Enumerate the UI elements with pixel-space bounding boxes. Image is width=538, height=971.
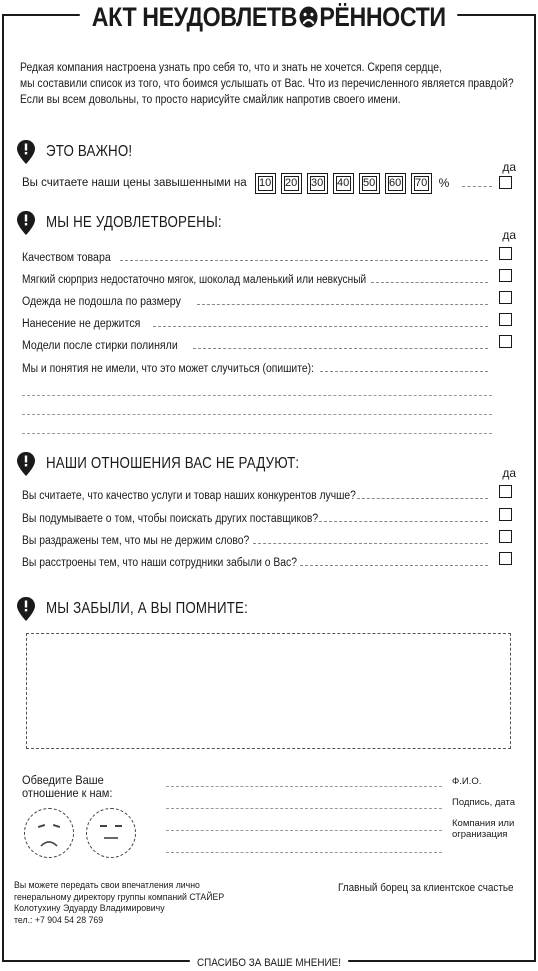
dotted-leader [462, 186, 492, 187]
price-option-50[interactable]: 50 [359, 173, 380, 194]
company-label: Компания или огранизация [452, 818, 515, 840]
location-pin-icon [16, 139, 36, 165]
price-option-40[interactable]: 40 [333, 173, 354, 194]
price-option-70[interactable]: 70 [411, 173, 432, 194]
list-item: Качеством товара [22, 246, 492, 264]
checkbox-prices[interactable] [499, 176, 512, 189]
write-in-line[interactable] [22, 395, 492, 396]
list-item: Вы считаете, что качество услуги и товар наших конкурентов лучше? [22, 484, 492, 502]
checkbox-forgotten[interactable] [499, 552, 512, 565]
intro-text: Редкая компания настроена узнать про себя то, что и знать не хочется. Скрепя сердце, мы составили список из того, что боимся услышать от Вас. Что из перечисленного является правдой? Если вы всем довольны, то просто нарисуйте смайлик напротив своего имени. [20, 62, 514, 106]
name-line[interactable] [166, 786, 442, 787]
location-pin-icon [16, 210, 36, 236]
neutral-face-icon[interactable] [86, 808, 136, 858]
section-relations-heading: НАШИ ОТНОШЕНИЯ ВАС НЕ РАДУЮТ: [16, 451, 341, 477]
checkbox-competitors[interactable] [499, 485, 512, 498]
yes-label: да [502, 466, 516, 480]
list-item: Вы раздражены тем, что мы не держим слово? [22, 529, 492, 547]
checkbox-quality[interactable] [499, 247, 512, 260]
director-contact: Вы можете передать свои впечатления лично генеральному директору группы компаний СТАЙЕР Колотухину Эдуарду Владимировичу тел.: +7 904 54 28 769 [14, 880, 225, 926]
list-item: Мы и понятия не имели, что это может случиться (опишите): [22, 357, 492, 375]
price-option-30[interactable]: 30 [307, 173, 328, 194]
section-important-heading: ЭТО ВАЖНО! [16, 139, 146, 165]
page-header [0, 0, 538, 34]
price-option-10[interactable]: 10 [255, 173, 276, 194]
checkbox-surprise[interactable] [499, 269, 512, 282]
list-item: Вы расстроены тем, что наши сотрудники забыли о Вас? [22, 551, 492, 569]
checkbox-size[interactable] [499, 291, 512, 304]
list-item: Вы подумываете о том, чтобы поискать других поставщиков? [22, 507, 492, 525]
list-item: Модели после стирки полиняли [22, 334, 492, 352]
section-unsatisfied-heading: МЫ НЕ УДОВЛЕТВОРЕНЫ: [16, 210, 250, 236]
frown-face-icon [298, 5, 319, 29]
price-question: Вы считаете наши цены завышенными на 10 20 30 40 50 60 70 % [22, 172, 449, 194]
faces-label: Обведите Ваше отношение к нам: [22, 773, 113, 800]
list-item: Одежда не подошла по размеру [22, 290, 492, 308]
checkbox-promises[interactable] [499, 530, 512, 543]
company-line[interactable] [166, 852, 442, 853]
write-in-line[interactable] [22, 433, 492, 434]
sign-date-label: Подпись, дата [452, 797, 516, 808]
price-option-60[interactable]: 60 [385, 173, 406, 194]
checkbox-washing[interactable] [499, 335, 512, 348]
signature-line[interactable] [166, 808, 442, 809]
page-title: АКТ НЕУДОВЛЕТВ РЁННОСТИ [80, 0, 458, 34]
list-item: Мягкий сюрприз недостаточно мягок, шоколад маленький или невкусный [22, 268, 492, 286]
name-label: Ф.И.О. [452, 776, 482, 787]
checkbox-print[interactable] [499, 313, 512, 326]
location-pin-icon [16, 596, 36, 622]
write-in-line[interactable] [22, 414, 492, 415]
checkbox-suppliers[interactable] [499, 508, 512, 521]
yes-label: да [502, 228, 516, 242]
list-item: Нанесение не держится [22, 312, 492, 330]
yes-label: да [502, 160, 516, 174]
price-option-20[interactable]: 20 [281, 173, 302, 194]
location-pin-icon [16, 451, 36, 477]
director-caption: Главный борец за клиентское счастье [338, 882, 514, 894]
company-line[interactable] [166, 830, 442, 831]
sad-face-icon[interactable] [24, 808, 74, 858]
comment-box[interactable] [26, 633, 511, 749]
thanks-banner: СПАСИБО ЗА ВАШЕ МНЕНИЕ! [0, 955, 538, 971]
section-forgot-heading: МЫ ЗАБЫЛИ, А ВЫ ПОМНИТЕ: [16, 596, 281, 622]
